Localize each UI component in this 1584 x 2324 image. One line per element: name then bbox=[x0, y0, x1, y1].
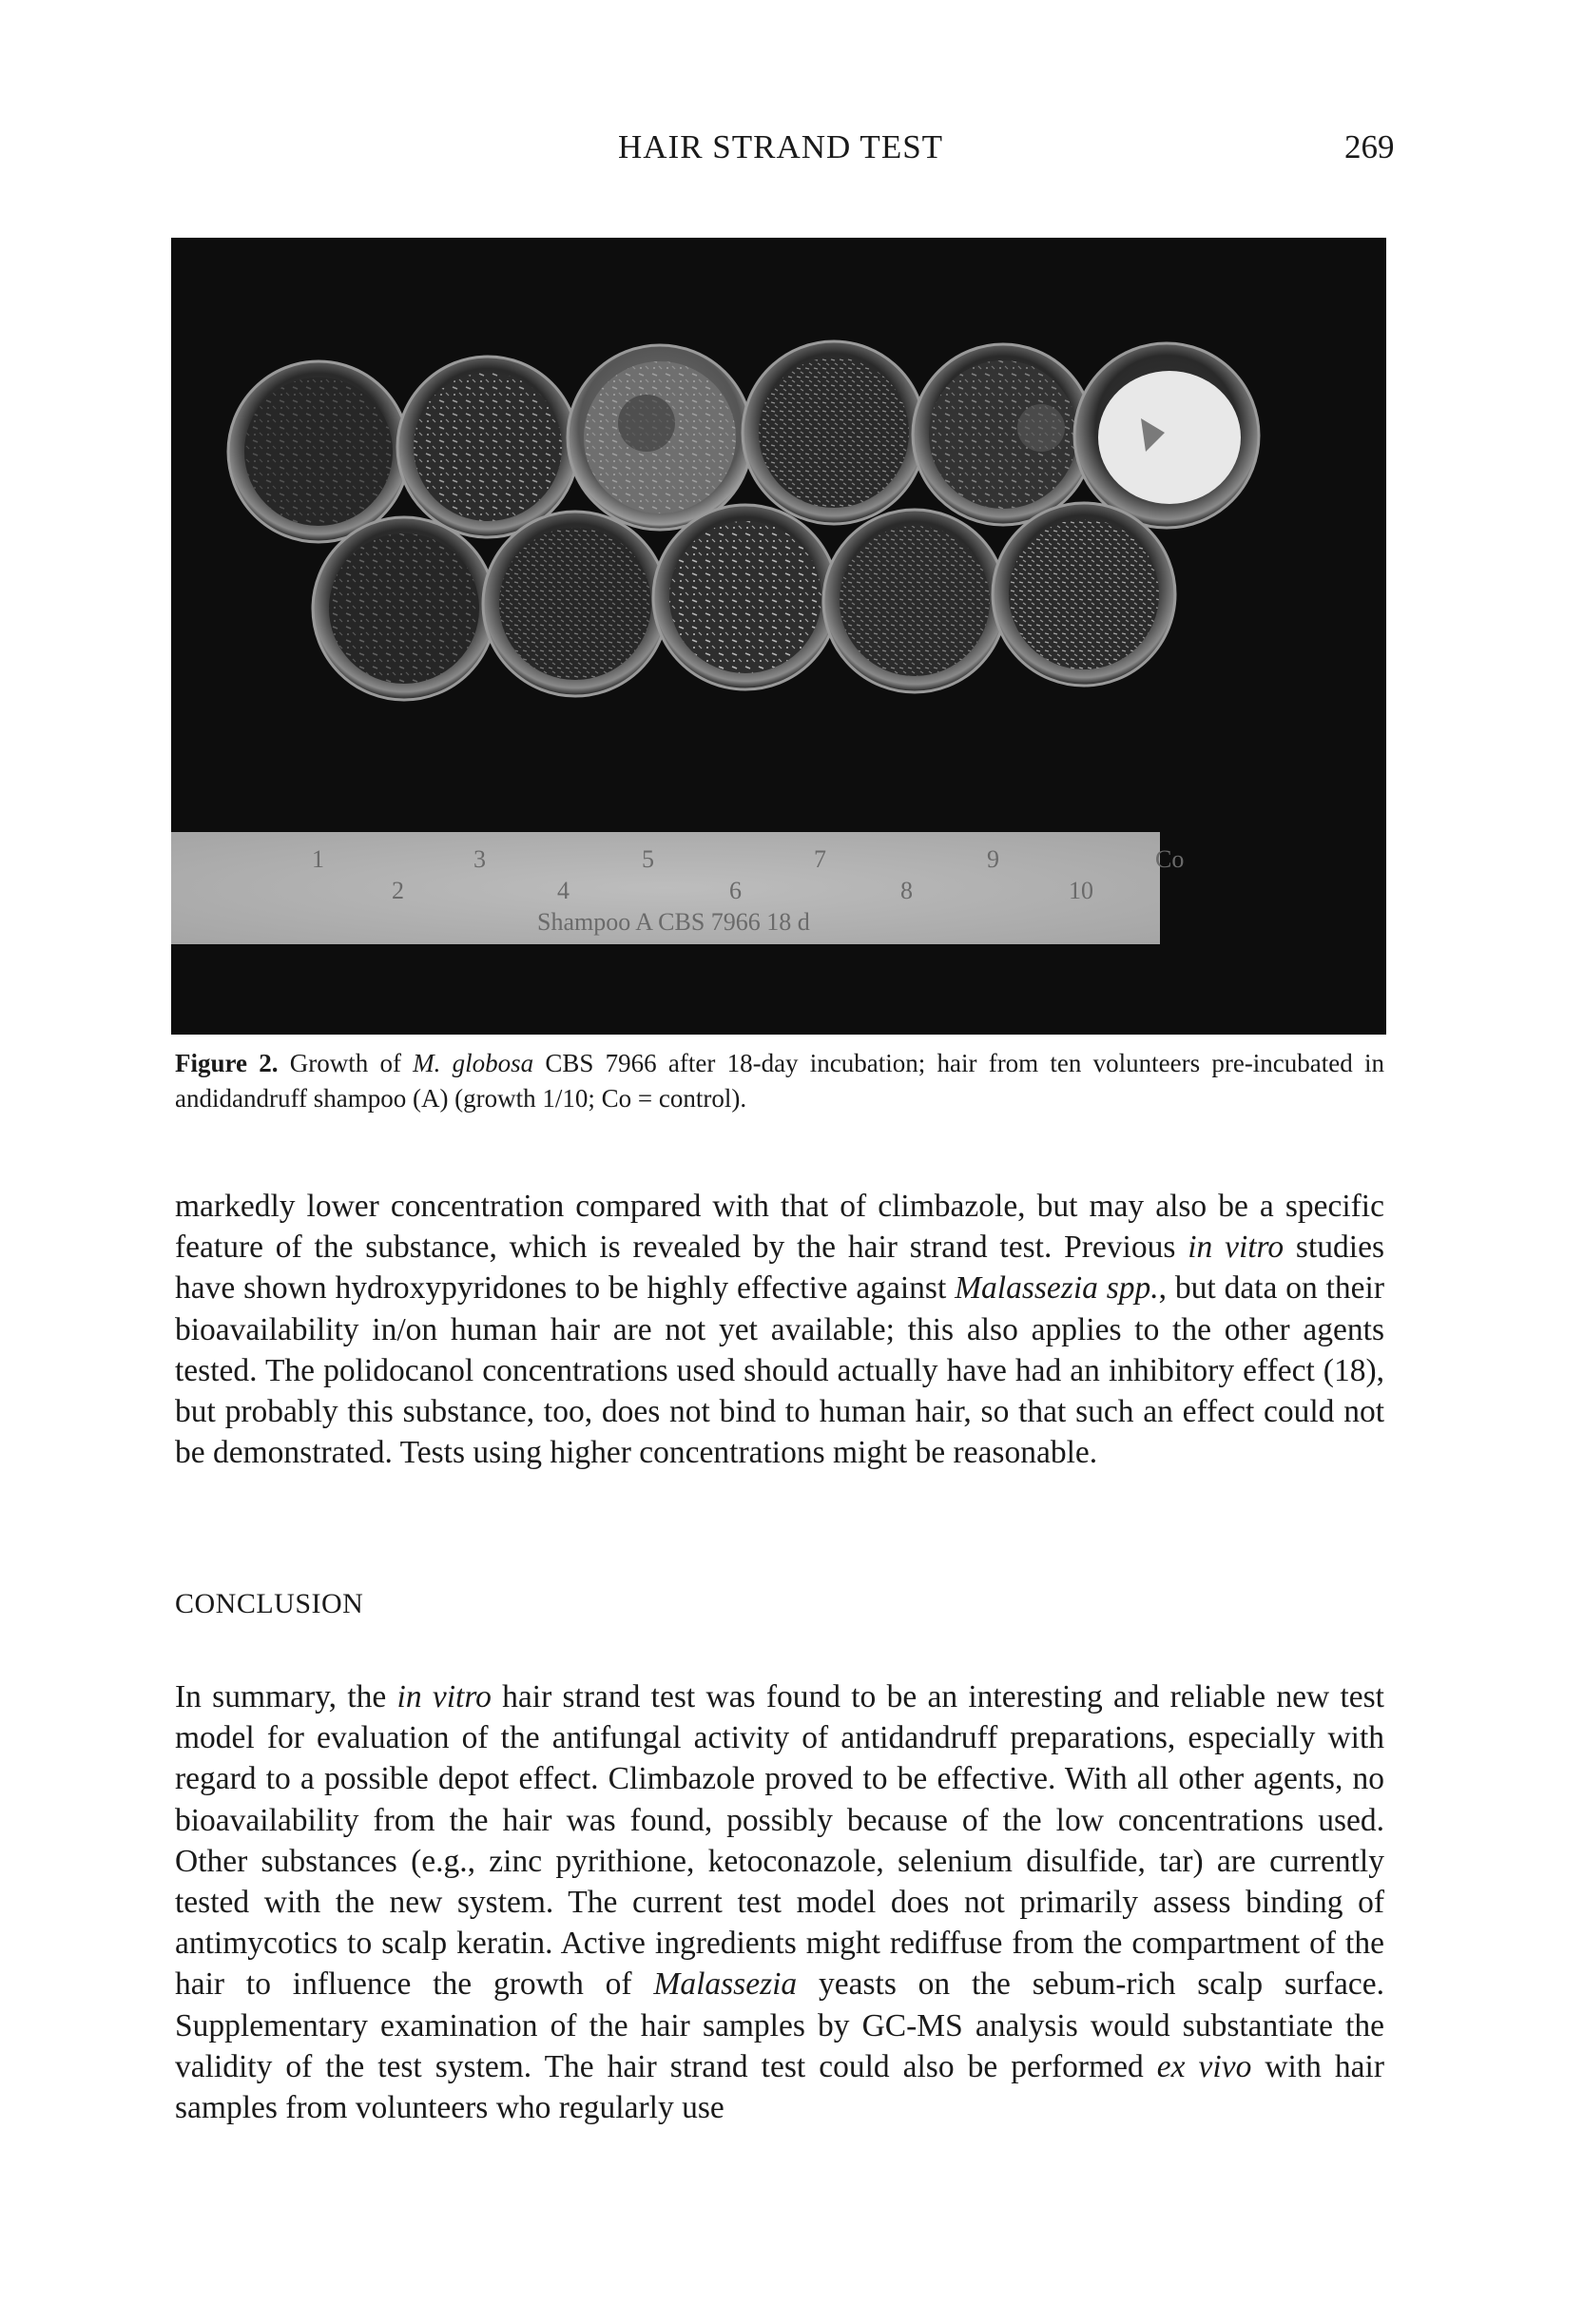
strip-number: 6 bbox=[729, 877, 742, 904]
dish-2 bbox=[313, 517, 495, 700]
dish-7 bbox=[743, 341, 925, 524]
section-heading: CONCLUSION bbox=[175, 1588, 364, 1619]
dish-6 bbox=[653, 505, 838, 689]
dish-8 bbox=[823, 510, 1006, 692]
dish-1 bbox=[228, 361, 409, 542]
running-header bbox=[0, 128, 1584, 176]
conclusion-paragraph: In summary, the in vitro hair strand test was found to be an interesting and reliable new test model for evaluation of the antifungal activity of antidandruff preparations, especially with regard to a possible depot effect. Climbazole proved to be effective. With all other agents, no bioavailability from the hair was found, possibly because of the low concentrations used. Other substances (e.g., zinc pyrithione, ketoconazole, selenium disulfide, tar) are currently tested with the new system. The current test model does not primarily assess binding of antimycotics to scalp keratin. Active ingredients might rediffuse from the compartment of the hair to influence the growth of Malassezia yeasts on the sebum-rich scalp surface. Supplementary examination of the hair samples by GC-MS analysis would substantiate the validity of the test system. The hair strand test could also be performed ex vivo with hair samples from volunteers who regularly use bbox=[175, 1679, 1384, 2126]
strip-number: 5 bbox=[642, 845, 654, 873]
dish-3 bbox=[397, 357, 578, 537]
figure-photo bbox=[171, 238, 1386, 1035]
strip-number: 8 bbox=[900, 877, 913, 904]
label-strip bbox=[171, 832, 1184, 944]
dish-9 bbox=[913, 344, 1093, 525]
strip-number: 9 bbox=[987, 845, 999, 873]
strip-number: 4 bbox=[557, 877, 570, 904]
dish-4 bbox=[483, 512, 667, 696]
strip-number: Co bbox=[1155, 845, 1185, 873]
paragraph: markedly lower concentration compared with that of climbazole, but may also be a specific feature of the substance, which is revealed by the hair strand test. Previous in vitro studies have shown hydroxypyridones to be highly effective against Malassezia spp., but data on their bioavailability in/on human hair are not yet available; this also applies to the other agents tested. The polidocanol concentrations used should actually have had an inhibitory effect (18), but probably this substance, too, does not bind to human hair, so that such an effect could not be demonstrated. Tests using higher concentrations might be reasonable. bbox=[175, 1189, 1384, 1471]
dish-10 bbox=[993, 503, 1175, 686]
figure-caption: Figure 2. Growth of M. globosa CBS 7966 after 18-day incubation; hair from ten volunteers pre-incubated in andidandruff shampoo (A) (growth 1/10; Co = control). bbox=[175, 1049, 1384, 1113]
strip-number: 2 bbox=[392, 877, 404, 904]
strip-label: Shampoo A CBS 7966 18 d bbox=[537, 908, 810, 936]
species-name: M. globosa bbox=[413, 1049, 534, 1077]
running-title: HAIR STRAND TEST bbox=[618, 128, 944, 165]
caption-label: Figure 2. bbox=[175, 1049, 279, 1077]
strip-number: 7 bbox=[814, 845, 826, 873]
strip-number: 10 bbox=[1069, 877, 1093, 904]
page-number: 269 bbox=[1344, 128, 1395, 165]
strip-number: 3 bbox=[473, 845, 486, 873]
strip-number: 1 bbox=[312, 845, 324, 873]
dish-5 bbox=[568, 345, 752, 530]
dish-control bbox=[1074, 343, 1259, 528]
